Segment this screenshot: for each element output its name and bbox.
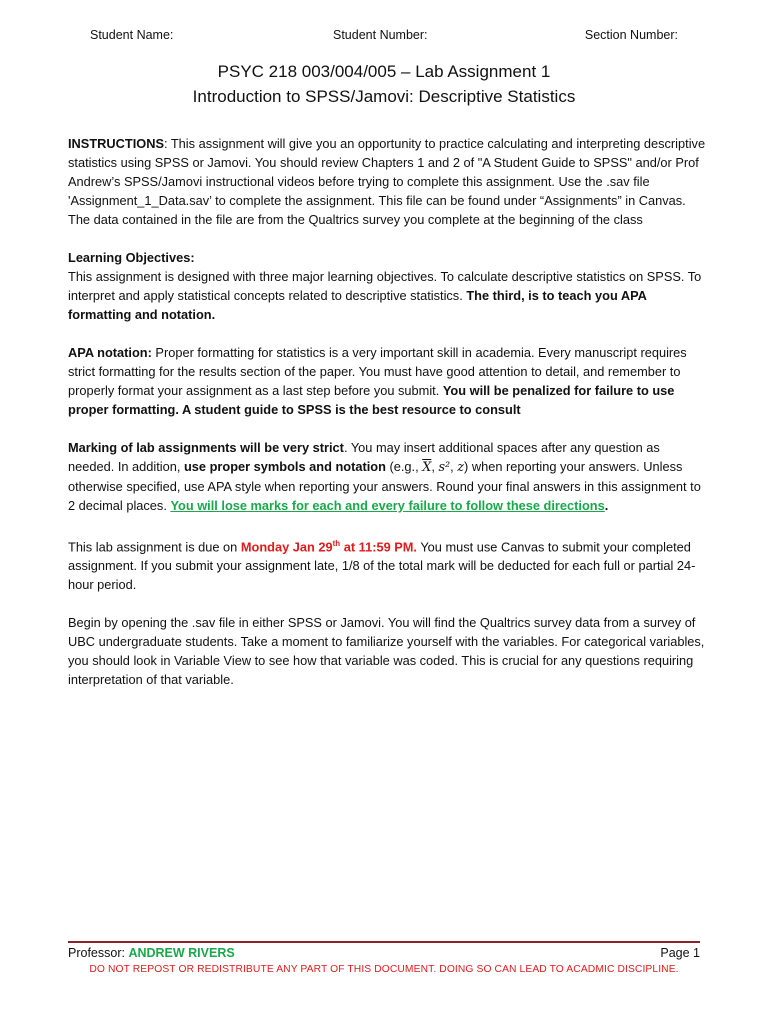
marking-end: . bbox=[604, 498, 609, 513]
page-number: Page 1 bbox=[660, 946, 700, 960]
begin-paragraph bbox=[68, 613, 708, 689]
symbol-mean: $\overline{X}$ bbox=[422, 460, 432, 475]
professor-name: ANDREW RIVERS bbox=[128, 946, 235, 960]
learning-objectives-bold-text: The third, is to teach you APA formatting and notation. bbox=[68, 288, 647, 322]
student-number-label: Student Number: bbox=[333, 28, 428, 42]
due-text-2: You must use Canvas to submit your completed assignment. If you submit your assignment late, 1/8 of the total mark will be deducted for each full or partial 24-hour period. bbox=[68, 539, 696, 593]
due-date-day: Monday Jan 29 bbox=[240, 539, 333, 555]
begin-text: Begin by opening the .sav file in either SPSS or Jamovi. You will find the Qualtrics survey data from a survey of UBC undergraduate students. Take a moment to familiarize yourself with the variables. For categorical variables, you should look in Variable View to see how that variable was coded. This is crucial for any questions requiring interpretation of that variable. bbox=[68, 615, 705, 688]
due-date-suffix: th bbox=[332, 539, 341, 548]
marking-paragraph bbox=[68, 438, 708, 515]
apa-notation-label: APA notation: bbox=[68, 345, 152, 360]
document-body bbox=[68, 134, 708, 708]
marking-text-1: . You may insert additional spaces after any question as needed. In addition, bbox=[68, 440, 660, 474]
due-text-1: This lab assignment is due on bbox=[68, 539, 241, 555]
document-title: PSYC 218 003/004/005 – Lab Assignment 1 bbox=[217, 62, 551, 81]
section-number-label: Section Number: bbox=[584, 28, 678, 42]
apa-notation-paragraph bbox=[68, 343, 708, 419]
document-subtitle: Introduction to SPSS/Jamovi: Descriptive Statistics bbox=[192, 87, 576, 106]
student-name-label: Student Name: bbox=[90, 28, 174, 42]
professor-label: Professor: bbox=[68, 946, 129, 960]
symbol-variance: s² bbox=[438, 460, 451, 475]
due-date-paragraph bbox=[68, 534, 708, 594]
symbol-separator-2: , bbox=[450, 459, 458, 474]
footer-divider bbox=[68, 941, 700, 943]
marking-bold-symbols: use proper symbols and notation bbox=[183, 459, 386, 474]
apa-notation-bold-text: You will be penalized for failure to use proper formatting. A student guide to SPSS is the best resource to consult bbox=[68, 383, 675, 417]
symbol-z: z bbox=[457, 460, 465, 475]
symbol-separator-1: , bbox=[431, 459, 439, 474]
professor-credit bbox=[68, 946, 235, 960]
instructions-label: INSTRUCTIONS bbox=[68, 136, 164, 151]
learning-objectives-label: Learning Objectives: bbox=[68, 250, 195, 265]
student-info-header bbox=[90, 28, 678, 46]
directions-warning-link[interactable]: You will lose marks for each and every failure to follow these directions bbox=[170, 498, 605, 513]
apa-notation-text: Proper formatting for statistics is a very important skill in academia. Every manuscript requires strict formatting for the results section of the paper. You must have good attention to detail, and remember to properly format your assignment as a last step before you submit. bbox=[68, 345, 687, 398]
due-date-time: at 11:59 PM. bbox=[340, 539, 417, 555]
learning-objectives-text: This assignment is designed with three major learning objectives. To calculate descriptive statistics on SPSS. To interpret and apply statistical concepts related to descriptive statistics. bbox=[68, 269, 702, 303]
instructions-paragraph bbox=[68, 134, 708, 229]
marking-label: Marking of lab assignments will be very strict bbox=[68, 440, 344, 455]
instructions-text: : This assignment will give you an opportunity to practice calculating and interpreting descriptive statistics using SPSS or Jamovi. You should review Chapters 1 and 2 of "A Student Guide to SPSS" and/or Prof Andrew’s SPSS/Jamovi instructional videos before trying to complete this assignment. Use the .sav file 'Assignment_1_Data.sav’ to complete the assignment. This file can be found under “Assignments” in Canvas. The data contained in the file are from the Qualtrics survey you complete at the beginning of the class bbox=[68, 136, 706, 227]
page-footer bbox=[68, 946, 700, 964]
redistribution-disclaimer: DO NOT REPOST OR REDISTRIBUTE ANY PART OF THIS DOCUMENT. DOING SO CAN LEAD TO ACADMIC DISCIPLINE. bbox=[89, 964, 679, 975]
marking-text-3: ) when reporting your answers. Unless otherwise specified, use APA style when reporting your answers. Round your final answers in this assignment to 2 decimal places. bbox=[68, 459, 701, 513]
marking-text-2: (e.g., bbox=[385, 459, 423, 474]
learning-objectives-paragraph bbox=[68, 248, 708, 324]
